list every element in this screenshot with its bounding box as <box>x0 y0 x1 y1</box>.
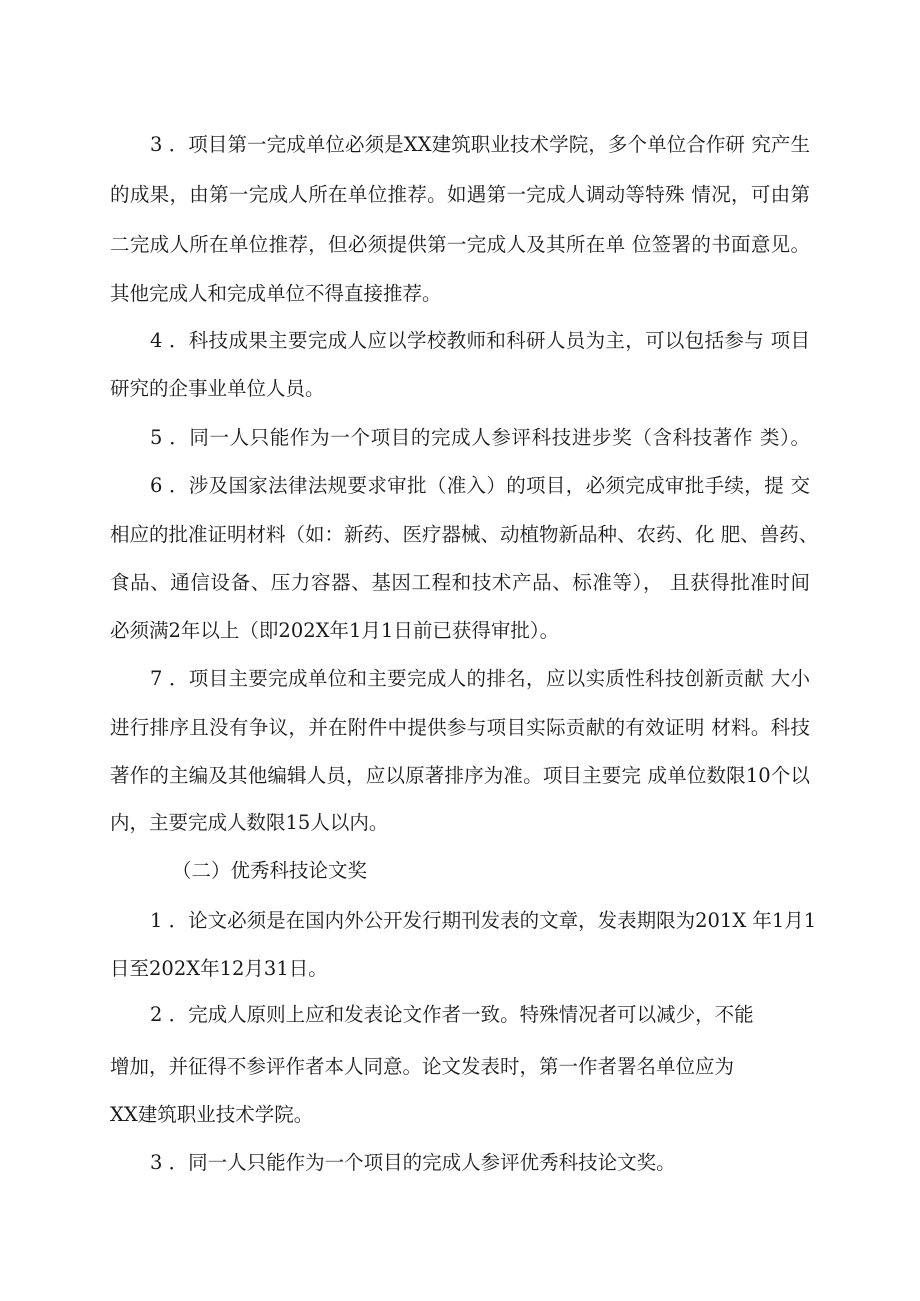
text-line: 增加，并征得不参评作者本人同意。论文发表时，第一作者署名单位应为 <box>110 1055 735 1078</box>
text-line: 2 ．完成人原则上应和发表论文作者一致。特殊情况者可以减少，不能 <box>150 1003 754 1026</box>
text-line: 3 ．项目第一完成单位必须是XX建筑职业技术学院，多个单位合作研 究产生 <box>150 133 810 156</box>
text-line: 食品、通信设备、压力容器、基因工程和技术产品、标准等）， 且获得批准时间 <box>110 571 810 594</box>
text-line: 1 ．论文必须是在国内外公开发行期刊发表的文章，发表期限为201X 年1月1 <box>150 909 817 932</box>
text-line: 二完成人所在单位推荐，但必须提供第一完成人及其所在单 位签署的书面意见。 <box>110 233 810 256</box>
text-line: XX建筑职业技术学院。 <box>110 1103 314 1126</box>
text-line: 6 ．涉及国家法律法规要求审批（准入）的项目，必须完成审批手续，提 交 <box>150 474 810 497</box>
text-line: 7 ．项目主要完成单位和主要完成人的排名，应以实质性科技创新贡献 大小 <box>150 667 810 690</box>
text-line: 进行排序且没有争议，并在附件中提供参与项目实际贡献的有效证明 材料。科技 <box>110 716 810 739</box>
text-line: 内，主要完成人数限15人以内。 <box>110 811 389 834</box>
text-line: 必须满2年以上（即202X年1月1日前已获得审批）。 <box>110 619 560 642</box>
section-heading: （二）优秀科技论文奖 <box>172 859 368 882</box>
text-line: 3 ．同一人只能作为一个项目的完成人参评优秀科技论文奖。 <box>150 1151 676 1174</box>
text-line: 著作的主编及其他编辑人员，应以原著排序为准。项目主要完 成单位数限10个以 <box>110 764 810 787</box>
text-line: 研究的企事业单位人员。 <box>110 377 325 400</box>
text-line: 5 ．同一人只能作为一个项目的完成人参评科技进步奖（含科技著作 类）。 <box>150 426 810 449</box>
text-line: 其他完成人和完成单位不得直接推荐。 <box>110 282 442 305</box>
text-line: 4 ．科技成果主要完成人应以学校教师和科研人员为主，可以包括参与 项目 <box>150 329 810 352</box>
text-line: 日至202X年12月31日。 <box>110 957 328 980</box>
text-line: 相应的批准证明材料（如：新药、医疗器械、动植物新品种、农药、化 肥、兽药、 <box>110 523 819 546</box>
text-line: 的成果，由第一完成人所在单位推荐。如遇第一完成人调动等特殊 情况，可由第 <box>110 183 810 206</box>
